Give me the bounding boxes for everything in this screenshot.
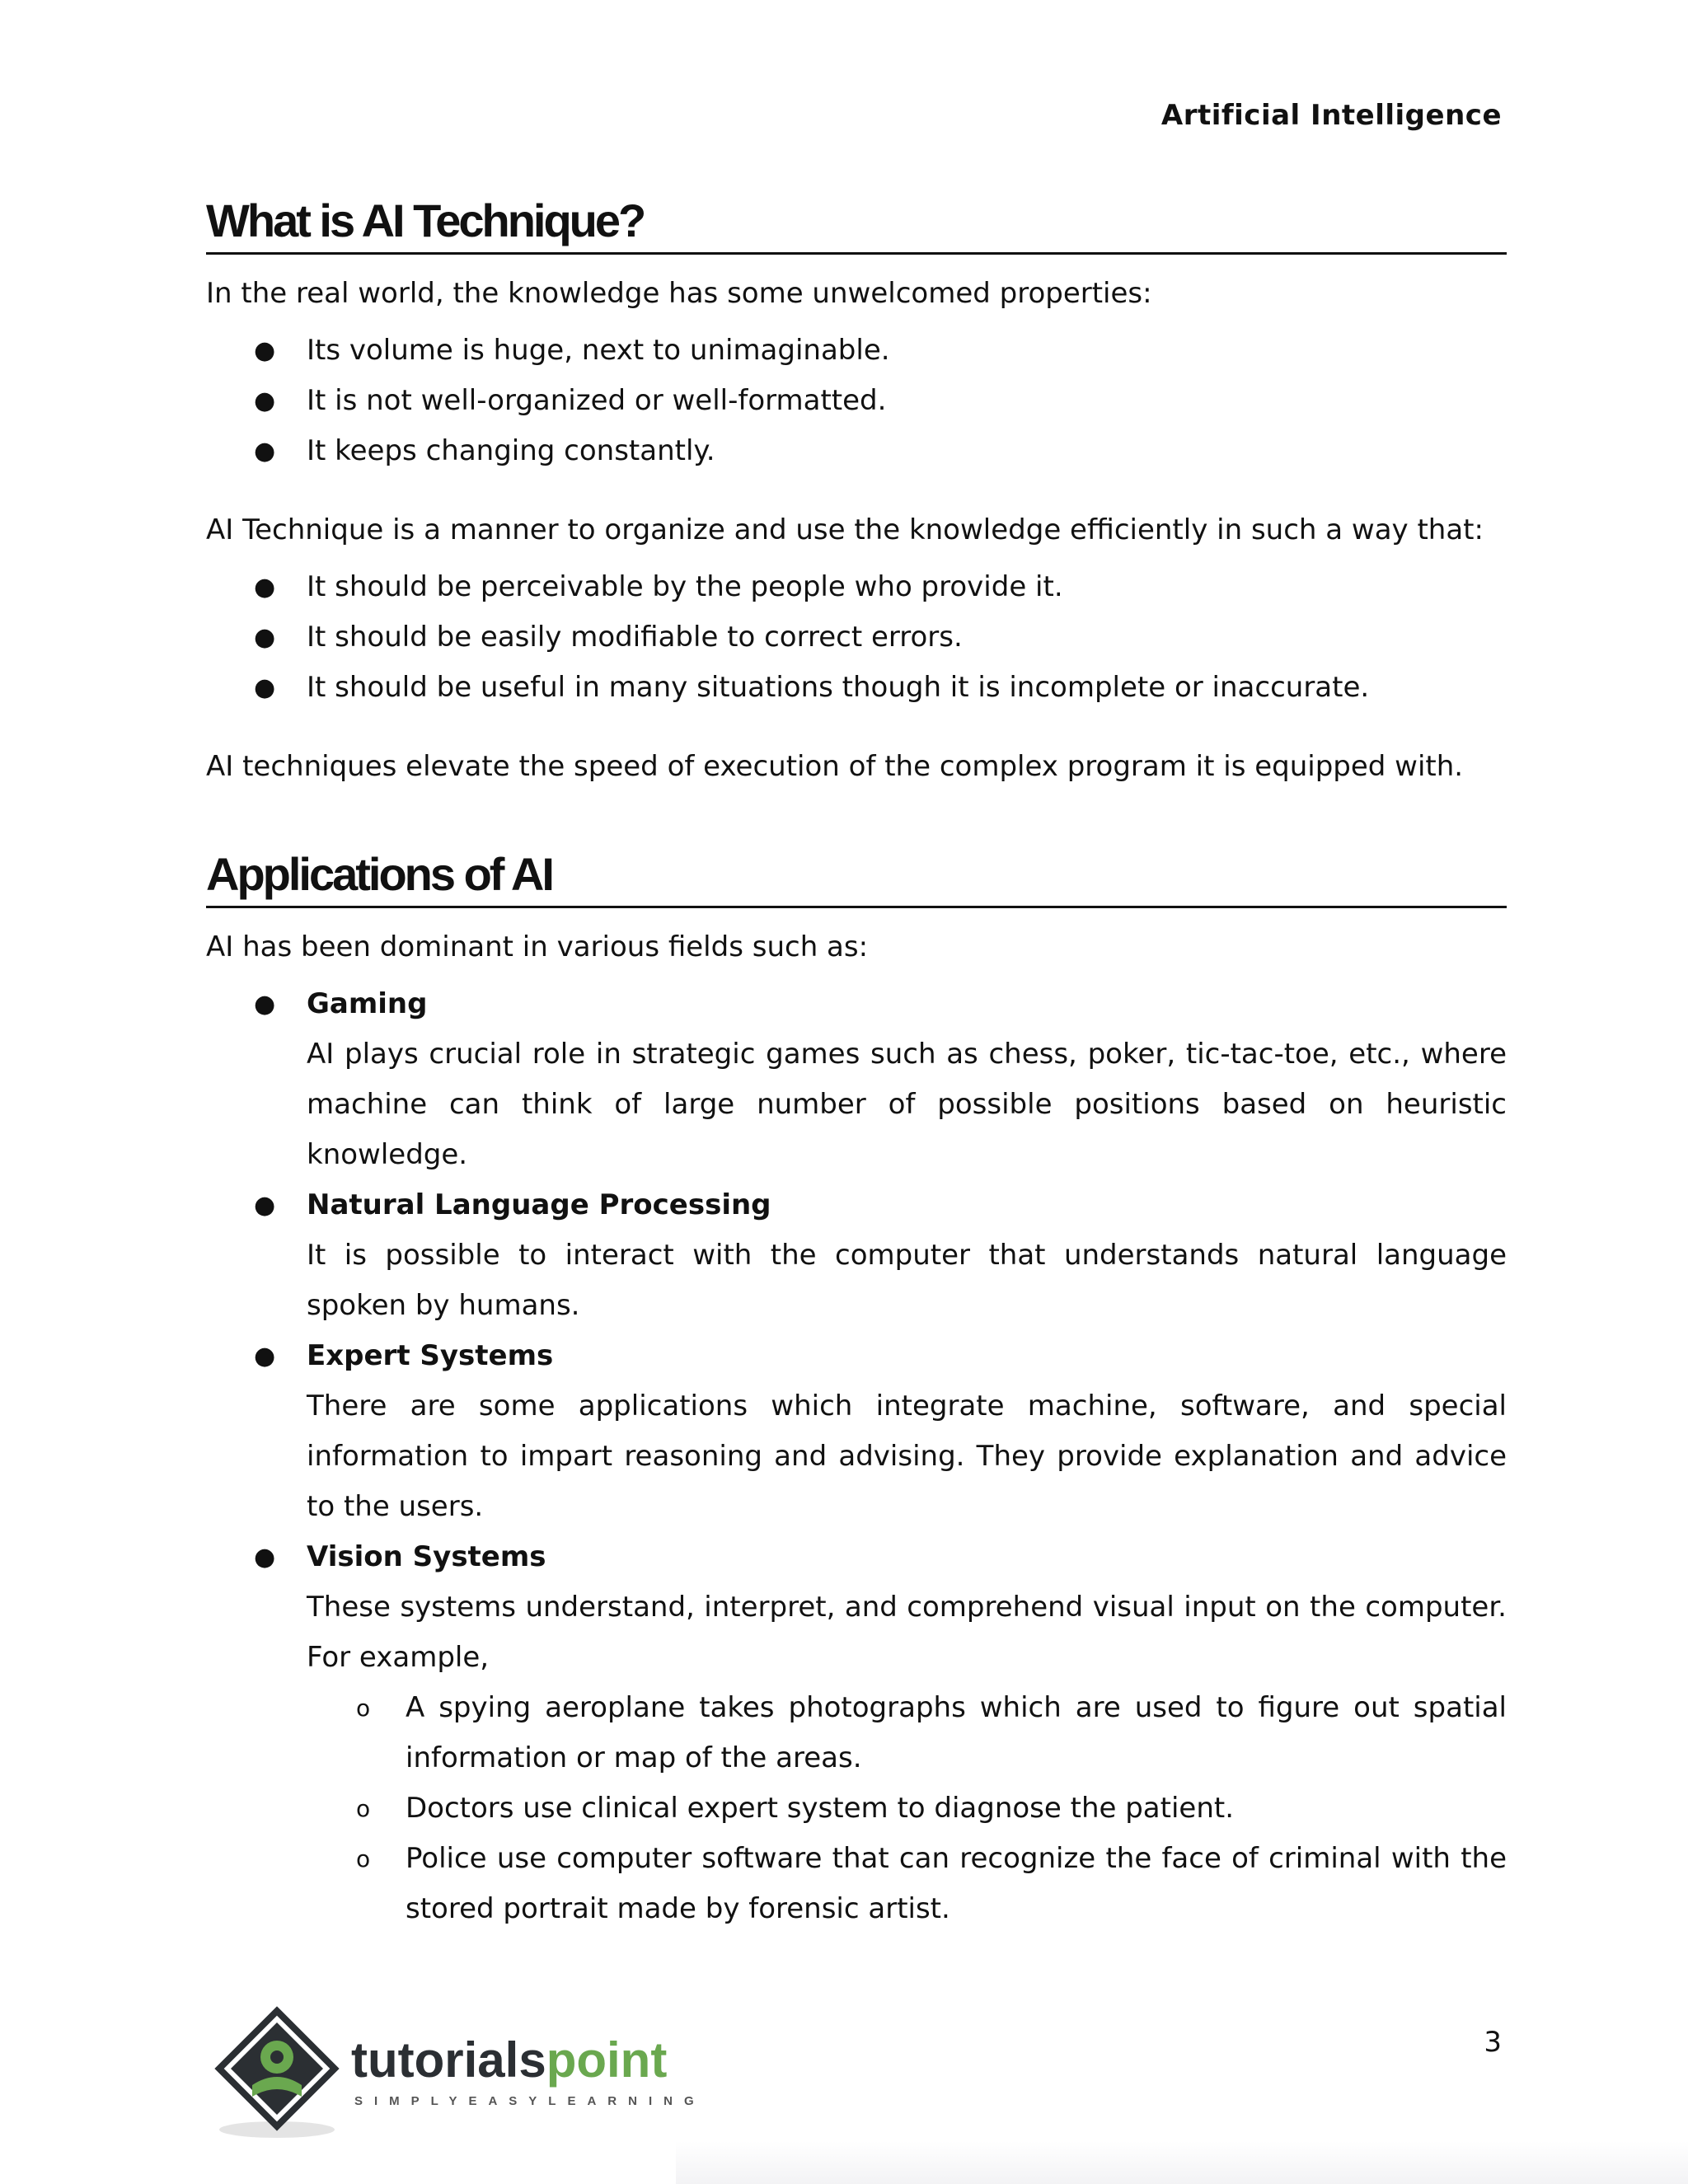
bullet-icon: ● — [254, 1543, 276, 1572]
application-heading: Expert Systems — [307, 1339, 554, 1372]
list-item: o Doctors use clinical expert system to diagnose the patient. — [307, 1783, 1507, 1834]
list-item: o Police use computer software that can recognize the face of criminal with the stored portrait made by forensic artist. — [307, 1834, 1507, 1934]
application-description: There are some applications which integrate machine, software, and special information to impart reasoning and advising. They provide explanation and advice to the users. — [307, 1390, 1507, 1523]
paragraph-applications-intro: AI has been dominant in various fields such as: — [206, 930, 869, 963]
paragraph-closing: AI techniques elevate the speed of execution of the complex program it is equipped with. — [206, 750, 1464, 783]
page-number: 3 — [1484, 2026, 1502, 2059]
application-item-gaming — [206, 979, 1507, 1180]
application-item-nlp — [206, 1180, 1507, 1331]
list-item: ● It should be useful in many situations though it is incomplete or inaccurate. — [206, 663, 1507, 713]
bullet-list-requirements — [206, 562, 1507, 713]
bullet-icon: ● — [254, 387, 276, 415]
bullet-icon: ● — [254, 437, 276, 466]
running-header: Artificial Intelligence — [1160, 99, 1502, 132]
bullet-icon: ● — [254, 573, 276, 602]
paragraph-intro: In the real world, the knowledge has some unwelcomed properties: — [206, 277, 1152, 310]
circle-bullet-icon: o — [356, 1694, 371, 1722]
application-item-vision-systems — [206, 1532, 1507, 1934]
logo-graphic — [213, 2004, 740, 2144]
logo-wordmark: tutorialspoint — [351, 2032, 668, 2088]
tutorialspoint-logo — [213, 2004, 740, 2144]
bullet-icon: ● — [254, 673, 276, 702]
application-description: AI plays crucial role in strategic games such as chess, poker, tic-tac-toe, etc., where machine can think of large number of possible positions based on heuristic knowledge. — [307, 1038, 1507, 1171]
page-edge-shadow — [676, 2141, 1688, 2184]
bullet-icon: ● — [254, 1191, 276, 1220]
application-list — [206, 979, 1507, 1934]
list-item: ● It is not well-organized or well-formatted. — [206, 376, 1507, 426]
page-content — [206, 191, 1507, 1934]
bullet-icon: ● — [254, 336, 276, 365]
application-heading: Natural Language Processing — [307, 1188, 771, 1221]
vision-examples-list — [307, 1683, 1507, 1934]
section-title-ai-technique: What is AI Technique? — [206, 191, 1507, 255]
list-item: ● It keeps changing constantly. — [206, 426, 1507, 476]
application-item-expert-systems — [206, 1331, 1507, 1532]
application-heading: Vision Systems — [307, 1540, 546, 1573]
application-description: It is possible to interact with the computer that understands natural language spoken by humans. — [307, 1239, 1507, 1322]
bullet-icon: ● — [254, 1342, 276, 1371]
list-item: ● It should be easily modifiable to correct errors. — [206, 612, 1507, 663]
logo-tagline: SIMPLYEASYLEARNING — [354, 2094, 706, 2108]
bullet-icon: ● — [254, 990, 276, 1019]
paragraph-definition: AI Technique is a manner to organize and use the knowledge efficiently in such a way that: — [206, 513, 1484, 546]
application-heading: Gaming — [307, 987, 428, 1020]
bullet-icon: ● — [254, 623, 276, 652]
bullet-list-properties — [206, 326, 1507, 476]
list-item: ● Its volume is huge, next to unimaginable. — [206, 326, 1507, 376]
circle-bullet-icon: o — [356, 1795, 371, 1822]
circle-bullet-icon: o — [356, 1845, 371, 1872]
application-description: These systems understand, interpret, and comprehend visual input on the computer. For example, — [307, 1591, 1507, 1674]
list-item: o A spying aeroplane takes photographs which are used to figure out spatial information or map of the areas. — [307, 1683, 1507, 1783]
section-title-applications: Applications of AI — [206, 845, 1507, 908]
list-item: ● It should be perceivable by the people who provide it. — [206, 562, 1507, 612]
